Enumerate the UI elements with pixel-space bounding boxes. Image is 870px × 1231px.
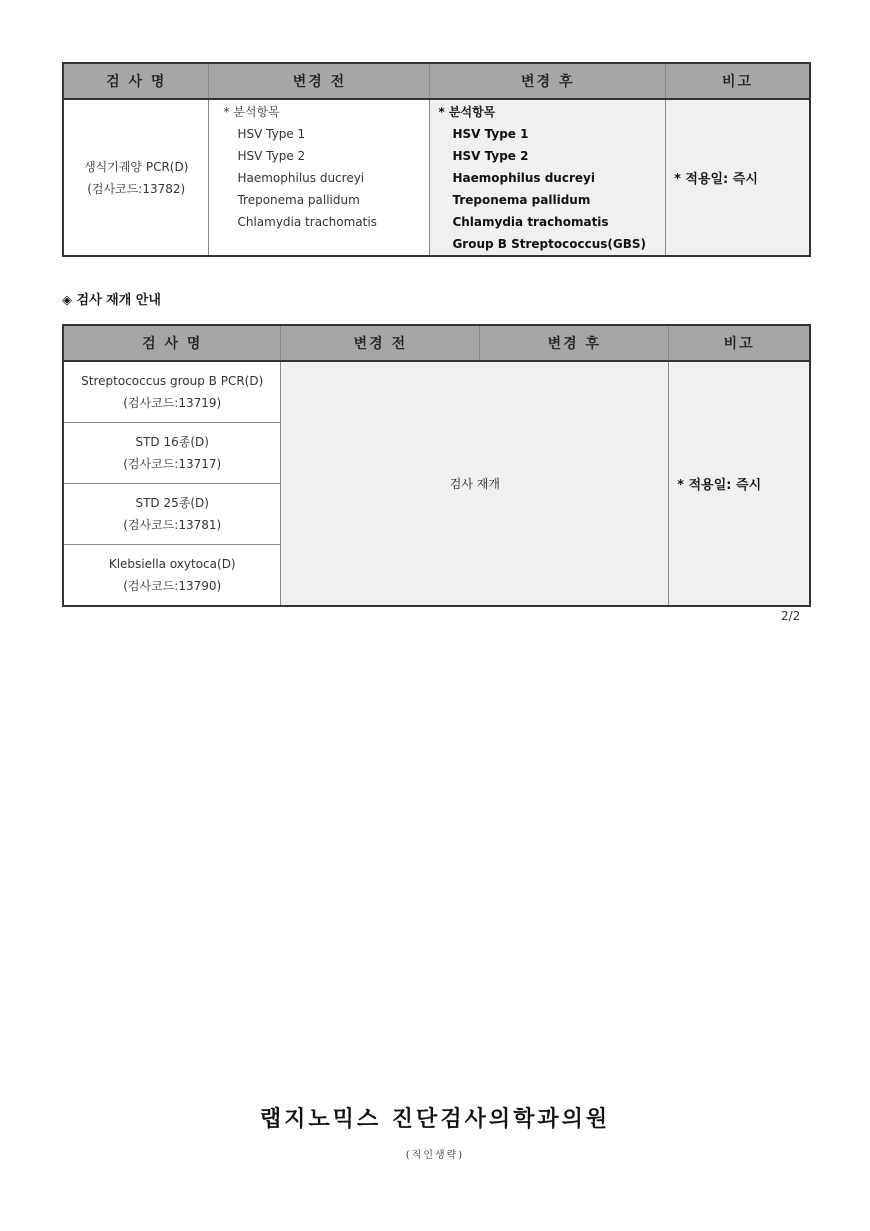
header-before: 변경 전 <box>281 325 480 361</box>
merged-status-cell: 검사 재개 <box>281 361 669 606</box>
before-item: Treponema pallidum <box>237 193 360 207</box>
before-item: HSV Type 1 <box>237 127 306 141</box>
table-row <box>63 484 281 545</box>
header-after: 변경 후 <box>480 325 669 361</box>
before-item: Haemophilus ducreyi <box>237 171 365 185</box>
test-name: STD 16종(D) <box>135 435 209 449</box>
header-before: 변경 전 <box>209 63 430 99</box>
header-after: 변경 후 <box>430 63 666 99</box>
table-row <box>63 361 281 423</box>
after-item: Treponema pallidum <box>452 193 591 207</box>
test-name: STD 25종(D) <box>135 496 209 510</box>
after-cell <box>430 99 666 256</box>
header-note: 비고 <box>669 325 810 361</box>
header-test-name: 검 사 명 <box>63 63 209 99</box>
note-cell: * 적용일: 즉시 <box>666 99 810 256</box>
test-code: (검사코드:13782) <box>87 181 186 196</box>
after-item: HSV Type 1 <box>452 127 529 141</box>
before-item: * 분석항목 <box>223 105 280 119</box>
after-item: Chlamydia trachomatis <box>452 215 609 229</box>
after-item: HSV Type 2 <box>452 149 529 163</box>
before-item: HSV Type 2 <box>237 149 306 163</box>
after-item: Group B Streptococcus(GBS) <box>452 237 646 251</box>
header-test-name: 검 사 명 <box>63 325 281 361</box>
note-cell: * 적용일: 즉시 <box>669 361 810 606</box>
page-number: 2/2 <box>781 609 801 623</box>
test-name-cell <box>63 99 209 256</box>
clinic-name: 랩지노믹스 진단검사의학과의원 <box>259 1107 611 1132</box>
before-item: Chlamydia trachomatis <box>237 215 377 229</box>
test-name: Klebsiella oxytoca(D) <box>108 557 236 571</box>
section-title: ◈ 검사 재개 안내 <box>62 293 161 308</box>
test-code: (검사코드:13719) <box>123 396 222 410</box>
test-name: 생식기궤양 PCR(D) <box>84 159 189 174</box>
after-item: * 분석항목 <box>438 105 496 119</box>
header-note: 비고 <box>666 63 810 99</box>
test-name: Streptococcus group B PCR(D) <box>81 374 264 388</box>
table-row <box>63 545 281 607</box>
resume-table <box>62 324 811 607</box>
before-cell <box>209 99 430 256</box>
table-row <box>63 423 281 484</box>
seal-note: (직인생략) <box>405 1150 465 1161</box>
test-code: (검사코드:13781) <box>123 518 222 532</box>
test-code: (검사코드:13790) <box>123 579 222 593</box>
change-table <box>62 62 811 257</box>
after-item: Haemophilus ducreyi <box>452 171 595 185</box>
test-code: (검사코드:13717) <box>123 457 222 471</box>
